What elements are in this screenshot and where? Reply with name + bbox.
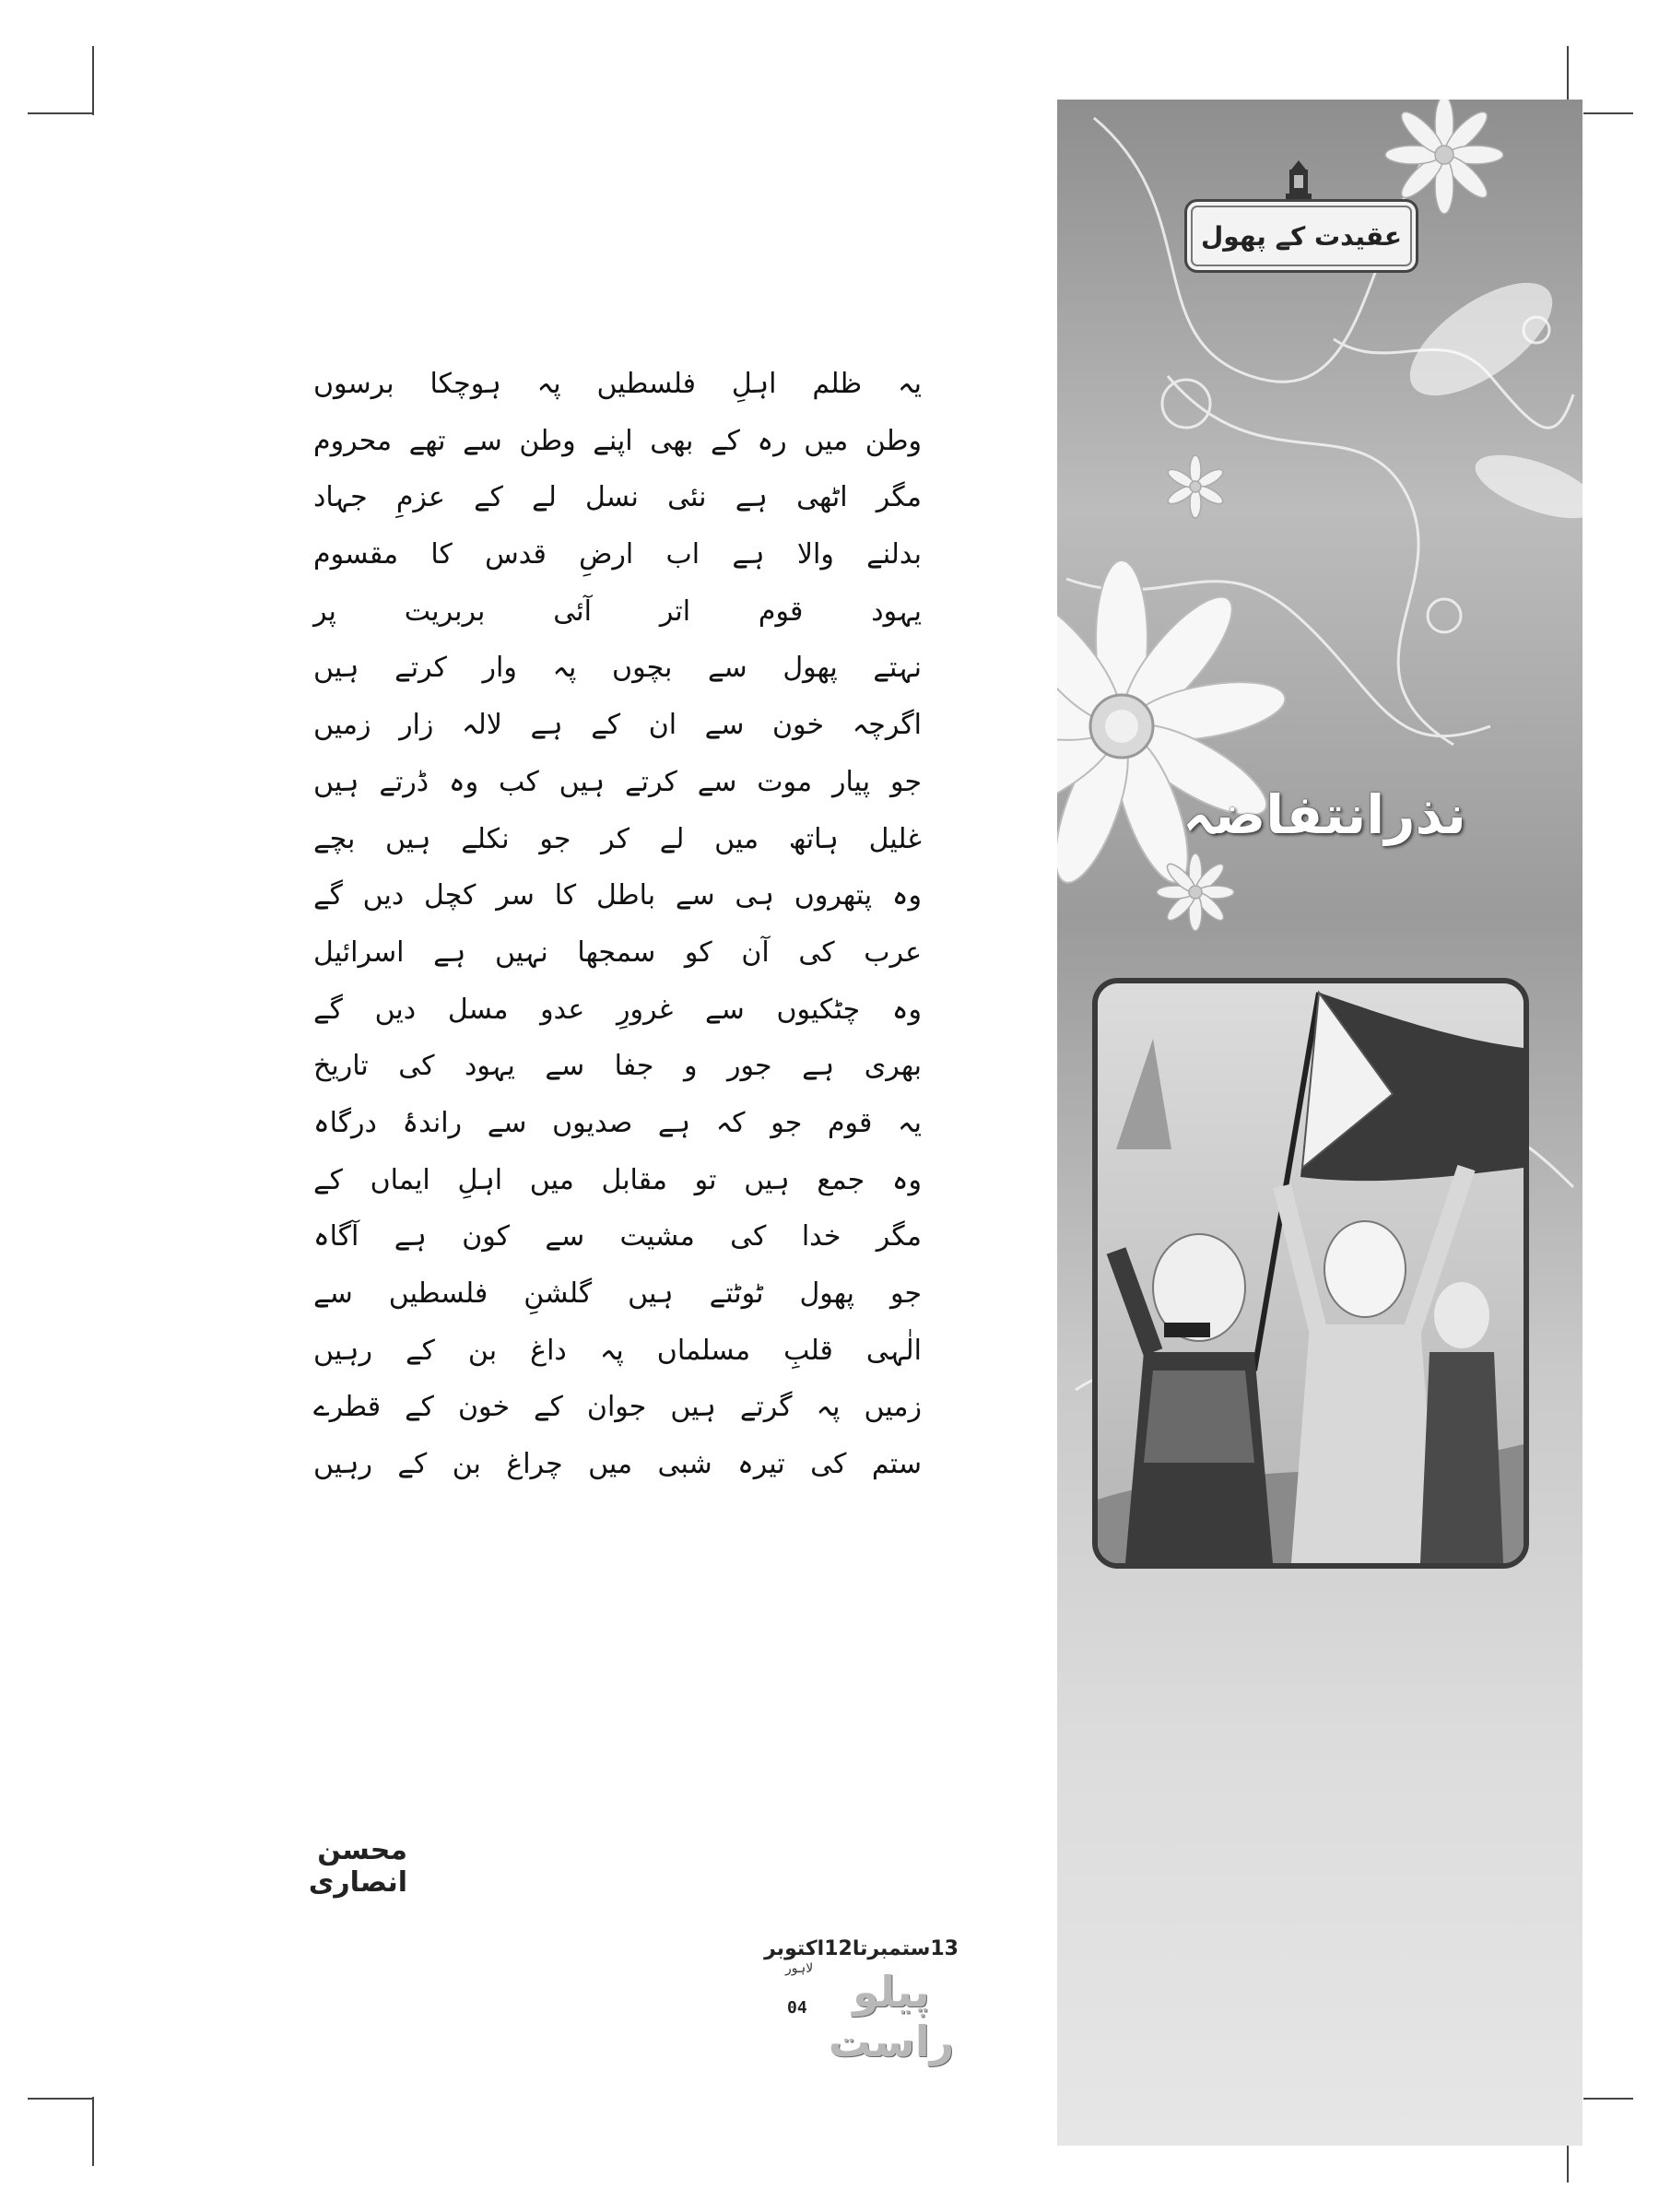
poem-line: یہ قوم جو کہ ہے صدیوں سے راندۂ درگاہ xyxy=(313,1106,922,1139)
poem-line: وہ پتھروں ہی سے باطل کا سر کچل دیں گے xyxy=(313,879,922,912)
crop-mark-bottom-left-v xyxy=(92,2097,94,2166)
page-title: نذرانتفاضہ xyxy=(1182,783,1466,846)
page-number: 04 xyxy=(787,1998,807,2018)
poem-line: وطن میں رہ کے بھی اپنے وطن سے تھے محروم xyxy=(313,424,922,457)
poet-name: محسن انصاری xyxy=(308,1834,407,1899)
issue-date-range: 13ستمبرتا12اکتوبر xyxy=(764,1937,959,1960)
poem-line: عرب کی آن کو سمجھا نہیں ہے اسرائیل xyxy=(313,935,922,969)
poem-line: جو پیار موت سے کرتے ہیں کب وہ ڈرتے ہیں xyxy=(313,765,922,798)
crop-mark-top-left-v xyxy=(92,46,94,115)
crop-mark-bottom-right-v xyxy=(1567,2146,1569,2183)
magazine-name: پیلو راست xyxy=(828,1967,955,2066)
poem-line: بدلنے والا ہے اب ارضِ قدس کا مقسوم xyxy=(313,538,922,571)
magazine-logo xyxy=(785,1961,970,2066)
poem-line: زمیں پہ گرتے ہیں جوان کے خون کے قطرے xyxy=(313,1391,922,1424)
section-tag: عقیدت کے پھول xyxy=(1184,199,1418,273)
poem-line: مگر خدا کی مشیت سے کون ہے آگاہ xyxy=(313,1220,922,1253)
lantern-icon xyxy=(1278,159,1319,203)
protest-photo xyxy=(1092,978,1529,1569)
photo-illustration xyxy=(1098,983,1524,1563)
sidebar-banner xyxy=(1057,100,1583,2146)
crop-mark-top-right-h xyxy=(1583,112,1633,114)
crop-mark-top-right-v xyxy=(1567,46,1569,100)
poem-line: وہ چٹکیوں سے غرورِ عدو مسل دیں گے xyxy=(313,993,922,1026)
poem-line: جو پھول ٹوٹتے ہیں گلشنِ فلسطیں سے xyxy=(313,1277,922,1310)
poem-line: وہ جمع ہیں تو مقابل میں اہلِ ایماں کے xyxy=(313,1163,922,1196)
poem-line: بھری ہے جور و جفا سے یہود کی تاریخ xyxy=(313,1050,922,1083)
poem-line: ستم کی تیرہ شبی میں چراغ بن کے رہیں xyxy=(313,1448,922,1481)
poem-line: یہ ظلم اہلِ فلسطیں پہ ہوچکا برسوں xyxy=(313,368,922,400)
poem xyxy=(313,356,922,1493)
crop-mark-top-left-h xyxy=(28,112,94,114)
poem-line: الٰہی قلبِ مسلماں پہ داغ بن کے رہیں xyxy=(313,1334,922,1367)
crop-mark-bottom-left-h xyxy=(28,2098,94,2100)
poem-line: یہود قوم اتر آئی بربریت پر xyxy=(313,594,922,628)
poem-line: غلیل ہاتھ میں لے کر جو نکلے ہیں بچے xyxy=(313,822,922,855)
poem-line: اگرچہ خون سے ان کے ہے لالہ زار زمیں xyxy=(313,709,922,742)
crop-mark-bottom-right-h xyxy=(1583,2098,1633,2100)
poem-line: نہتے پھول سے بچوں پہ وار کرتے ہیں xyxy=(313,652,922,685)
logo-city: لاہور xyxy=(785,1961,814,1976)
poem-line: مگر اٹھی ہے نئی نسل لے کے عزمِ جہاد xyxy=(313,481,922,514)
